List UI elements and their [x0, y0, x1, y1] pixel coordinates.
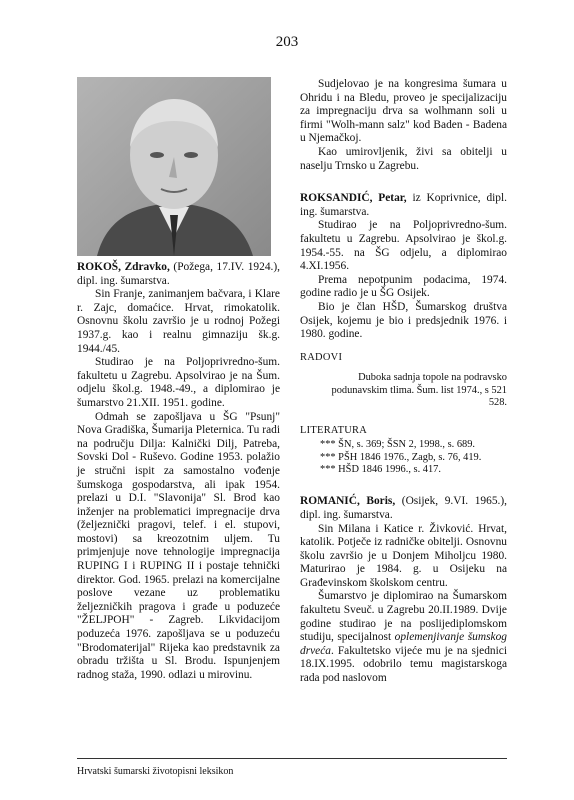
right-column [300, 78, 507, 686]
romanic-p2-start: Šumarstvo je diplomirao na Šumarskom fakultetu Sveuč. u Zagrebu 20.II.1989. Dvije godine studirao je na poslijediplomskom studiju, specijalnost [300, 590, 507, 644]
roksandic-paragraph-1: Studirao je na Poljoprivredno-šum. fakultetu u Zagrebu. Apsolvirao je škol.g. 1954.-55. na ŠG odjelu, a diplomirao 4.XI.1956. [300, 219, 507, 273]
roksandic-name: ROKSANDIĆ, Petar, [300, 192, 407, 205]
literatura-item: *** PŠH 1846 1976., Zagb, s. 76, 419. [320, 451, 482, 463]
rokos-paragraph-4: Sudjelovao je na kongresima šumara u Ohridu i na Bledu, proveo je specijalizaciju za impregnaciju drva sa wolhmann soli u firmi "Wolh-mann salz" kod Baden - Badena u Njemačkoj. [300, 78, 507, 145]
romanic-paragraph-1: Sin Milana i Katice r. Živković. Hrvat, katolik. Potječe iz radničke obitelji. Osnovnu školu završio je u Donjem Miholjcu 1980. Maturirao je 1984. g. u Osijeku na Građevinskom školskom centru. [300, 522, 507, 589]
rokos-intro: (Požega, 17.IV. 1924.), dipl. ing. šumarstva. [77, 261, 281, 287]
page-number: 203 [275, 34, 299, 50]
romanic-name: ROMANIĆ, Boris, [300, 495, 396, 508]
literatura-item: *** HŠD 1846 1996., s. 417. [320, 463, 441, 475]
romanic-intro: (Osijek, 9.VI. 1965.), dipl. ing. šumarstva. [300, 495, 508, 521]
portrait-photo [77, 77, 271, 256]
rokos-paragraph-5: Kao umirovljenik, živi sa obitelji u naselju Trnsko u Zagrebu. [300, 145, 507, 172]
rokos-paragraph-2: Studirao je na Poljoprivredno-šum. fakultetu u Zagrebu. Apsolvirao je na Šum. odjelu škol.g. 1948.-49., a diplomirao je šumarstvo 21.XII. 1951. godine. [77, 356, 280, 409]
literatura-list [300, 439, 507, 476]
literatura-item: *** ŠN, s. 369; ŠSN 2, 1998., s. 689. [320, 439, 476, 451]
roksandic-paragraph-3: Bio je član HŠD, Šumarskog društva Osijek, kojemu je bio i predsjednik 1976. i 1980. godine. [300, 300, 507, 341]
roksandic-intro: iz Koprivnice, dipl. ing. šumarstva. [300, 192, 508, 218]
left-column [77, 261, 280, 682]
romanic-paragraph-2 [300, 590, 507, 685]
romanic-specialty: oplemenjivanje šumskog drveća [300, 631, 507, 657]
romanic-heading [300, 495, 507, 522]
radovi-entry: Duboka sadnja topole na podravsko podunavskim tlima. Šum. list 1974., s 521 528. [331, 372, 507, 409]
portrait-image [77, 77, 271, 256]
rokos-paragraph-3: Odmah se zapošljava u ŠG "Psunj" Nova Gradiška, Šumarija Pleternica. Tu radi na području Dilja: Kalnički Dilj, Patreba, Sovski Dol - Ruševo. Godine 1953. polažio je stručni ispit za samostalno vođenje šumskoga gospodarstva, ali ipak 1954. prelazi u D.I. "Slavonija" Sl. Brod kao inženjer na problematici impregnacije drva (željeznički pragovi, telef. i el. stupovi, mostovi) sa kreozotnim uljem. Tu primjenjuje nove tehnologije impregnacija RUPING I i RUPING II i postaje tehnički direktor. God. 1965. prelazi na komercijalne poslove vezane uz problematiku željezničkih pragova i građe u poduzeće "ŽELJPOH" - Zagreb. Likvidacijom poduzeća 1976. zapošljava se u poduzeću "Brodomaterijal" Rijeka kao predstavnik za obradu tržišta u Sl. Brodu. Ispunjenjem radnog staža, 1990. odlazi u mirovinu. [77, 410, 280, 681]
rokos-name: ROKOŠ, Zdravko, [77, 261, 170, 273]
literatura-label: LITERATURA [300, 424, 368, 436]
footer-rule [77, 758, 507, 759]
roksandic-heading [300, 192, 507, 219]
roksandic-paragraph-2: Prema nepotpunim podacima, 1974. godine radio je u ŠG Osijek. [300, 273, 507, 300]
romanic-p2-end: . Fakultetsko vijeće mu je na sjednici 18.IX.1995. odobrilo temu magistarskoga rada pod naslovom [300, 644, 507, 685]
rokos-paragraph-1: Sin Franje, zanimanjem bačvara, i Klare r. Zajc, domaćice. Hrvat, rimokatolik. Osnovnu školu završio je u rodnoj Požegi 1937.g. kao i realnu gimnaziju šk.g. 1944./45. [77, 288, 280, 355]
radovi-label: RADOVI [300, 351, 343, 363]
rokos-heading [77, 261, 280, 288]
footer-title: Hrvatski šumarski životopisni leksikon [77, 766, 234, 777]
